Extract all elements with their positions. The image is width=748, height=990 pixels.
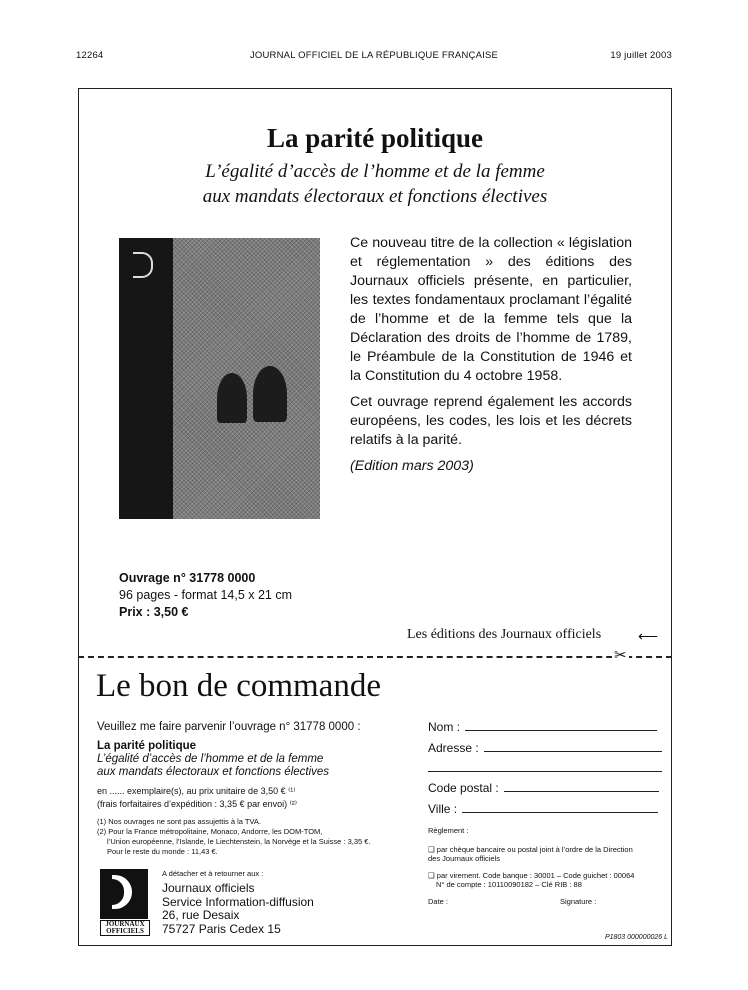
cut-line xyxy=(78,656,672,658)
shipping-line: (frais forfaitaires d’expédition : 3,35 € par envoi) ⁽²⁾ xyxy=(97,799,298,809)
logo-text: JOURNAUX xyxy=(105,920,145,928)
code-postal-input-line[interactable] xyxy=(504,790,659,792)
transfer-account-details: N° de compte : 10110090182 – Clé RIB : 88 xyxy=(436,880,582,889)
footnote-2-cont: Pour le reste du monde : 11,43 €. xyxy=(107,847,218,856)
address-line: 75727 Paris Cedex 15 xyxy=(162,921,281,936)
return-address xyxy=(162,869,314,936)
reglement-label: Règlement : xyxy=(428,826,469,835)
book-format: 96 pages - format 14,5 x 21 cm xyxy=(119,588,293,602)
book-subtitle-line2: aux mandats électoraux et fonctions électives xyxy=(202,186,548,207)
cover-figure xyxy=(253,366,287,422)
description-paragraph: Cet ouvrage reprend également les accords européens, les codes, les lois et les décrets relatifs à la parité. xyxy=(350,394,632,448)
adresse-input-line[interactable] xyxy=(484,750,662,752)
order-intro: Veuillez me faire parvenir l’ouvrage n° 31778 0000 : xyxy=(97,721,361,733)
order-book-subtitle: aux mandats électoraux et fonctions électives xyxy=(97,766,330,778)
return-label: A détacher et à retourner aux : xyxy=(162,869,264,878)
logo-text: OFFICIELS xyxy=(106,927,144,935)
description-paragraph: Ce nouveau titre de la collection « législation et réglementation » des éditions des Journaux officiels présente, en particulier, les textes fondamentaux proclamant l’égalité de l’homme et de la femme tels que la Déclaration des droits de l’homme de 1789, le Préambule de la Constitution de 1946 et la Constitution du 4 octobre 1958. xyxy=(350,235,632,384)
address-line: Service Information-diffusion xyxy=(162,894,314,909)
ouvrage-number: Ouvrage n° 31778 0000 xyxy=(119,571,256,585)
code-postal-label: Code postal : xyxy=(428,781,499,795)
address-line: 26, rue Desaix xyxy=(162,908,240,922)
nom-field[interactable] xyxy=(428,720,657,734)
nom-input-line[interactable] xyxy=(465,729,657,731)
scissors-icon: ✂ xyxy=(614,647,627,664)
order-details xyxy=(97,721,417,857)
cover-logo-icon xyxy=(133,252,153,278)
order-form-heading: Le bon de commande xyxy=(96,668,381,704)
order-book-subtitle: L’égalité d’accès de l’homme et de la femme xyxy=(97,753,324,765)
book-cover-image xyxy=(119,238,320,519)
order-book-title: La parité politique xyxy=(97,740,197,752)
cover-figure xyxy=(217,373,247,423)
ville-label: Ville : xyxy=(428,802,458,816)
cover-artwork xyxy=(173,238,320,519)
form-reference: P1803 000000026 L xyxy=(604,934,668,941)
page-number: 12264 xyxy=(76,50,104,61)
quantity-line: en ...... exemplaire(s), au prix unitaire de 3,50 € ⁽¹⁾ xyxy=(97,786,296,796)
adresse-input-line-2[interactable] xyxy=(428,771,662,772)
date-label: Date : xyxy=(428,897,449,906)
address-line: Journaux officiels xyxy=(162,881,255,895)
ville-input-line[interactable] xyxy=(462,811,658,813)
cover-spine xyxy=(119,238,173,519)
book-description xyxy=(350,234,632,483)
book-subtitle-line1: L’égalité d’accès de l’homme et de la femme xyxy=(205,161,545,182)
book-details xyxy=(119,570,292,621)
payment-cheque-option[interactable]: ❑ par chèque bancaire ou postal joint à l’ordre de la Direction des Journaux officiels xyxy=(428,845,633,863)
footnote-1: (1) Nos ouvrages ne sont pas assujettis à la TVA. xyxy=(97,817,261,826)
footnote-2: (2) Pour la France métropolitaine, Monaco, Andorre, les DOM-TOM, xyxy=(97,827,323,836)
adresse-field[interactable] xyxy=(428,741,662,755)
arrow-left-icon: ⟵ xyxy=(638,628,659,644)
publisher-name: Les éditions des Journaux officiels xyxy=(407,627,602,642)
journal-title: JOURNAL OFFICIEL DE LA RÉPUBLIQUE FRANÇAISE xyxy=(249,50,499,61)
book-price: Prix : 3,50 € xyxy=(119,605,189,619)
journaux-officiels-logo xyxy=(100,869,150,935)
edition-note: (Edition mars 2003) xyxy=(350,458,474,474)
issue-date: 19 juillet 2003 xyxy=(610,50,672,61)
code-postal-field[interactable] xyxy=(428,781,659,795)
book-title: La parité politique xyxy=(266,123,483,153)
ville-field[interactable] xyxy=(428,802,658,816)
footnote-2-cont: l’Union européenne, l’Islande, le Liechtenstein, la Norvège et la Suisse : 3,35 €. xyxy=(107,837,371,846)
nom-label: Nom : xyxy=(428,720,461,734)
signature-label: Signature : xyxy=(560,897,597,906)
payment-transfer-option[interactable]: ❑ par virement. Code banque : 30001 – Code guichet : 00064 xyxy=(428,871,635,880)
adresse-label: Adresse : xyxy=(428,741,479,755)
